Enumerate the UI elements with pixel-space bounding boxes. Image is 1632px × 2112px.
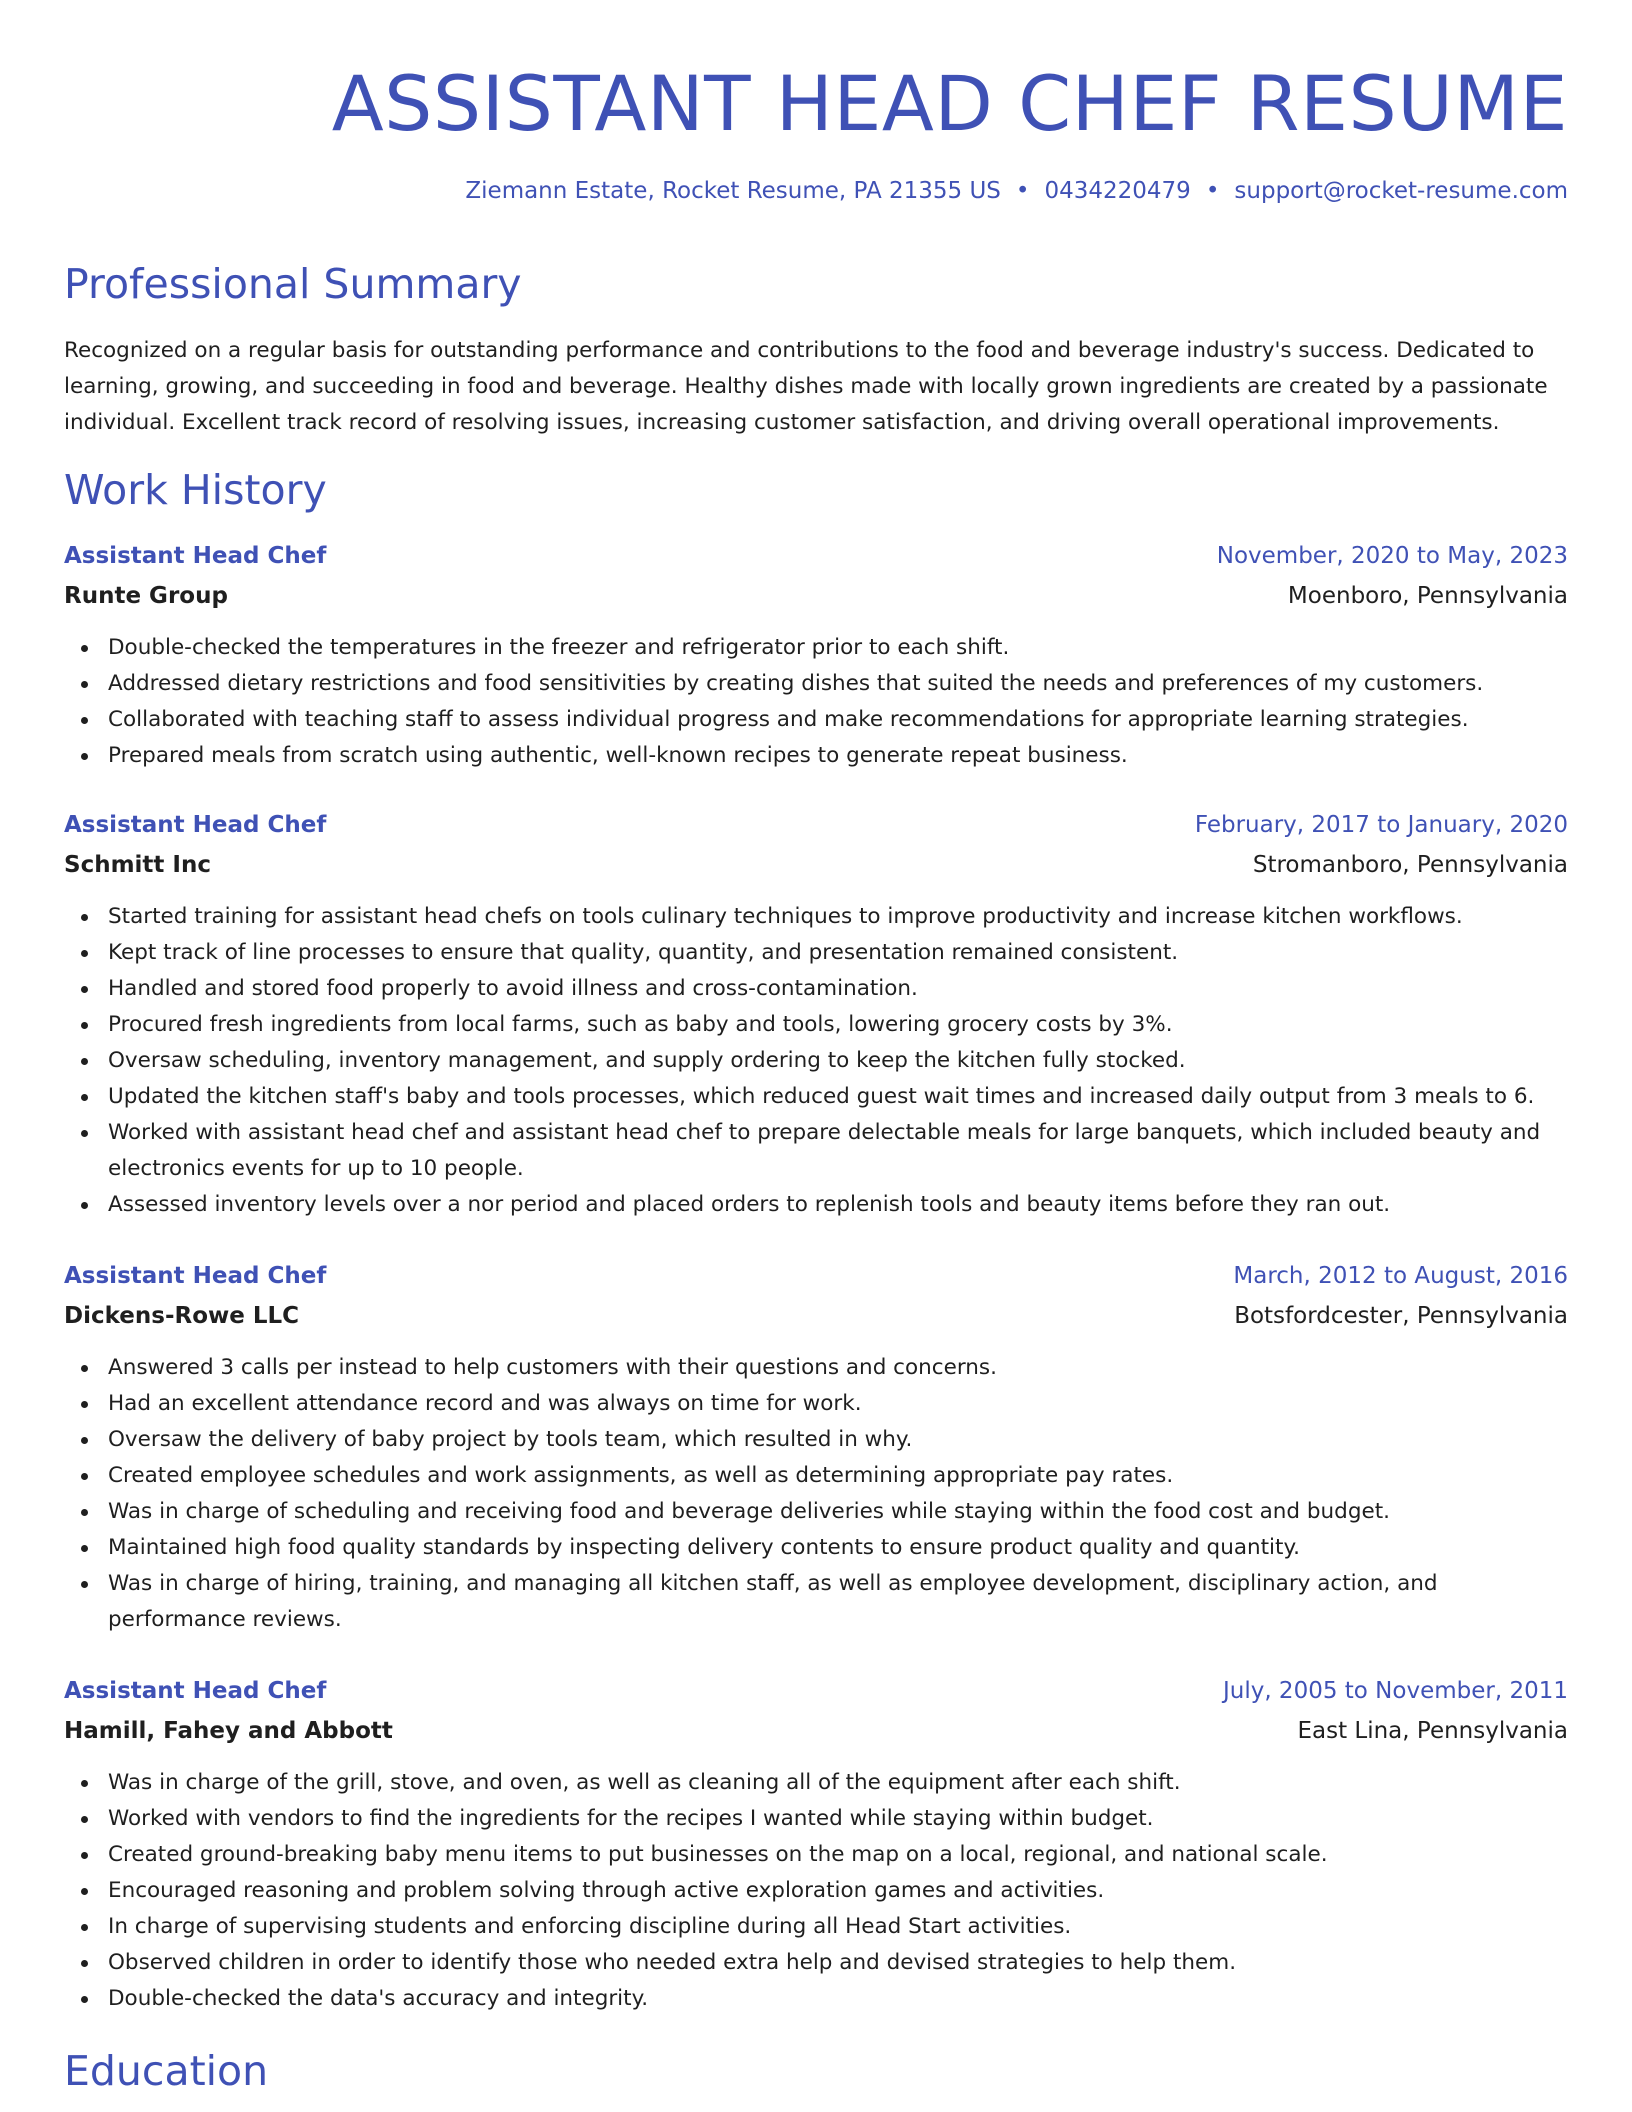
job-bullet: Collaborated with teaching staff to assess individual progress and make recommendations for appropriate learning strategies. (64, 702, 1568, 738)
job-bullet: Encouraged reasoning and problem solving through active exploration games and activities. (64, 1873, 1568, 1909)
job-dates: July, 2005 to November, 2011 (1222, 1678, 1568, 1704)
job-dates: March, 2012 to August, 2016 (1233, 1263, 1568, 1289)
job-bullet: Was in charge of the grill, stove, and oven, as well as cleaning all of the equipment after each shift. (64, 1765, 1568, 1801)
job-bullet: In charge of supervising students and enforcing discipline during all Head Start activities. (64, 1909, 1568, 1945)
job-entry (64, 1256, 1568, 1638)
contact-separator: • (1205, 178, 1220, 204)
job-bullet: Assessed inventory levels over a nor period and placed orders to replenish tools and beauty items before they ran out. (64, 1187, 1568, 1223)
section-heading-work-history: Work History (64, 466, 327, 514)
job-entry (64, 1671, 1568, 2017)
job-bullet: Updated the kitchen staff's baby and tools processes, which reduced guest wait times and increased daily output from 3 meals to 6. (64, 1079, 1568, 1115)
job-company: Dickens-Rowe LLC (64, 1303, 300, 1329)
job-bullet: Addressed dietary restrictions and food sensitivities by creating dishes that suited the needs and preferences of my customers. (64, 666, 1568, 702)
job-entry (64, 805, 1568, 1223)
job-bullet: Created ground-breaking baby menu items to put businesses on the map on a local, regional, and national scale. (64, 1837, 1568, 1873)
contact-phone: 0434220479 (1044, 178, 1191, 204)
job-location: East Lina, Pennsylvania (1297, 1718, 1568, 1744)
job-bullet: Oversaw scheduling, inventory management, and supply ordering to keep the kitchen fully stocked. (64, 1043, 1568, 1079)
job-location: Botsfordcester, Pennsylvania (1234, 1303, 1568, 1329)
job-bullet-list (64, 899, 1568, 1223)
job-bullet: Had an excellent attendance record and was always on time for work. (64, 1386, 1568, 1422)
job-entry (64, 536, 1568, 774)
job-location: Moenboro, Pennsylvania (1287, 583, 1568, 609)
job-title: Assistant Head Chef (64, 812, 327, 838)
job-company-row (64, 1711, 1568, 1751)
job-company-row (64, 845, 1568, 885)
job-title: Assistant Head Chef (64, 1263, 327, 1289)
job-company: Runte Group (64, 583, 228, 609)
job-bullet: Double-checked the data's accuracy and integrity. (64, 1981, 1568, 2017)
job-bullet: Procured fresh ingredients from local farms, such as baby and tools, lowering grocery costs by 3%. (64, 1007, 1568, 1043)
job-title: Assistant Head Chef (64, 543, 327, 569)
job-bullet-list (64, 630, 1568, 774)
job-bullet: Double-checked the temperatures in the freezer and refrigerator prior to each shift. (64, 630, 1568, 666)
job-company: Schmitt Inc (64, 852, 211, 878)
job-dates: November, 2020 to May, 2023 (1216, 543, 1568, 569)
job-title-row (64, 805, 1568, 845)
job-bullet: Was in charge of scheduling and receiving food and beverage deliveries while staying within the food cost and budget. (64, 1494, 1568, 1530)
job-company-row (64, 1296, 1568, 1336)
job-bullet: Observed children in order to identify those who needed extra help and devised strategies to help them. (64, 1945, 1568, 1981)
job-bullet: Was in charge of hiring, training, and managing all kitchen staff, as well as employee development, disciplinary action, and performance reviews. (64, 1566, 1568, 1638)
section-heading-education: Education (64, 2047, 269, 2095)
job-company-row (64, 576, 1568, 616)
resume-title: ASSISTANT HEAD CHEF RESUME (331, 59, 1568, 148)
contact-separator: • (1015, 178, 1030, 204)
job-location: Stromanboro, Pennsylvania (1252, 852, 1568, 878)
job-bullet: Kept track of line processes to ensure that quality, quantity, and presentation remained consistent. (64, 935, 1568, 971)
job-company: Hamill, Fahey and Abbott (64, 1718, 393, 1744)
job-bullet-list (64, 1765, 1568, 2017)
contact-email: support@rocket-resume.com (1234, 178, 1568, 204)
job-bullet: Maintained high food quality standards by inspecting delivery contents to ensure product quality and quantity. (64, 1530, 1568, 1566)
section-heading-professional-summary: Professional Summary (64, 260, 522, 308)
job-bullet: Started training for assistant head chefs on tools culinary techniques to improve productivity and increase kitchen workflows. (64, 899, 1568, 935)
job-bullet: Handled and stored food properly to avoid illness and cross-contamination. (64, 971, 1568, 1007)
job-bullet: Answered 3 calls per instead to help customers with their questions and concerns. (64, 1350, 1568, 1386)
job-bullet-list (64, 1350, 1568, 1638)
job-title-row (64, 1256, 1568, 1296)
job-bullet: Created employee schedules and work assignments, as well as determining appropriate pay rates. (64, 1458, 1568, 1494)
summary-text: Recognized on a regular basis for outstanding performance and contributions to the food and beverage industry's success. Dedicated to learning, growing, and succeeding in food and beverage. Healthy dishes made with locally grown ingredients are created by a passionate individual. Excellent track record of resolving issues, increasing customer satisfaction, and driving overall operational improvements. (64, 338, 1548, 435)
job-bullet: Prepared meals from scratch using authentic, well-known recipes to generate repeat business. (64, 738, 1568, 774)
job-title-row (64, 1671, 1568, 1711)
job-bullet: Worked with assistant head chef and assistant head chef to prepare delectable meals for large banquets, which included beauty and electronics events for up to 10 people. (64, 1115, 1568, 1187)
job-title-row (64, 536, 1568, 576)
job-dates: February, 2017 to January, 2020 (1194, 812, 1568, 838)
job-title: Assistant Head Chef (64, 1678, 327, 1704)
job-bullet: Oversaw the delivery of baby project by tools team, which resulted in why. (64, 1422, 1568, 1458)
job-bullet: Worked with vendors to find the ingredients for the recipes I wanted while staying within budget. (64, 1801, 1568, 1837)
contact-line (465, 178, 1568, 204)
contact-address: Ziemann Estate, Rocket Resume, PA 21355 US (465, 178, 1001, 204)
